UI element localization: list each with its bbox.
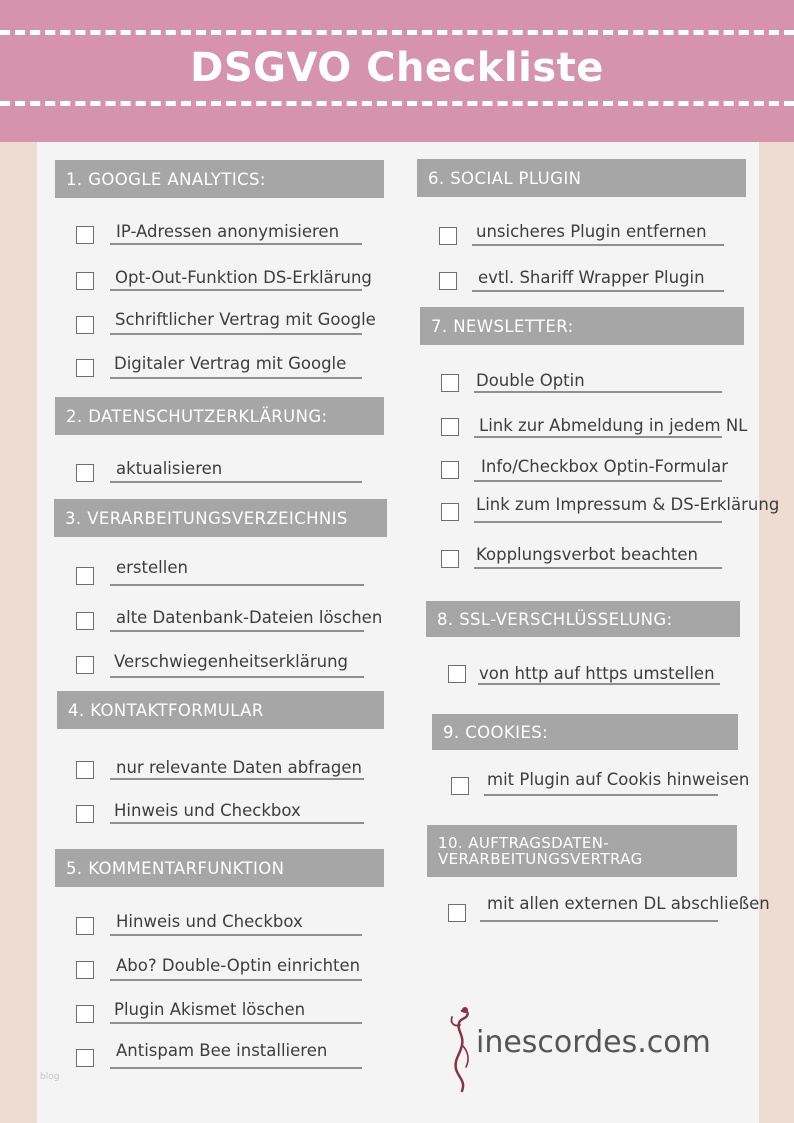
checkbox-coupling-ban[interactable] (441, 550, 459, 568)
checkbox-double-optin-abo[interactable] (76, 961, 94, 979)
item-underline (478, 683, 720, 685)
checkbox-double-optin[interactable] (441, 374, 459, 392)
checkbox-ip-anonymize[interactable] (76, 226, 94, 244)
checkbox-remove-plugin[interactable] (439, 227, 457, 245)
section-header-dpa-line1: 10. AUFTRAGSDATEN- (438, 834, 610, 852)
item-external-providers: mit allen externen DL abschließen (487, 894, 770, 913)
checkbox-written-contract[interactable] (76, 316, 94, 334)
item-double-optin: Double Optin (476, 371, 585, 390)
item-delete-akismet: Plugin Akismet löschen (114, 1000, 306, 1019)
section-header-newsletter: 7. NEWSLETTER: (420, 307, 744, 345)
item-written-contract: Schriftlicher Vertrag mit Google (115, 310, 376, 329)
checkbox-relevant-data[interactable] (76, 761, 94, 779)
item-imprint-link: Link zum Impressum & DS-Erklärung (476, 495, 780, 514)
checkbox-digital-contract[interactable] (76, 359, 94, 377)
checkbox-comment-notice[interactable] (76, 917, 94, 935)
section-header-processing-register: 3. VERARBEITUNGSVERZEICHNIS (54, 499, 387, 537)
section-header-social-plugin: 6. SOCIAL PLUGIN (417, 159, 746, 197)
item-underline (110, 243, 362, 245)
item-underline (110, 1022, 362, 1024)
checkbox-cookie-plugin[interactable] (451, 777, 469, 795)
item-underline (484, 794, 718, 796)
section-header-ssl: 8. SSL-VERSCHLÜSSELUNG: (426, 601, 740, 637)
checkbox-imprint-link[interactable] (441, 503, 459, 521)
item-digital-contract: Digitaler Vertrag mit Google (114, 354, 347, 373)
item-cookie-plugin: mit Plugin auf Cookis hinweisen (487, 770, 750, 789)
item-create-register: erstellen (116, 558, 188, 577)
item-underline (110, 1067, 362, 1069)
item-unsubscribe-link: Link zur Abmeldung in jedem NL (479, 416, 748, 435)
checkbox-contact-notice[interactable] (76, 805, 94, 823)
brand-logo (440, 1005, 720, 1095)
item-antispam-bee: Antispam Bee installieren (116, 1041, 328, 1060)
item-double-optin-abo: Abo? Double-Optin einrichten (116, 956, 361, 975)
checkbox-opt-out[interactable] (76, 272, 94, 290)
checkbox-shariff[interactable] (439, 272, 457, 290)
item-ip-anonymize: IP-Adressen anonymisieren (116, 222, 340, 241)
item-underline (110, 289, 362, 291)
page-title: DSGVO Checkliste (190, 45, 604, 91)
item-delete-db-files: alte Datenbank-Dateien löschen (116, 608, 383, 627)
title-banner (0, 0, 794, 142)
section-header-google-analytics: 1. GOOGLE ANALYTICS: (55, 160, 384, 198)
watermark: blog (40, 1072, 60, 1082)
checkbox-create-register[interactable] (76, 567, 94, 585)
logo-text: inescordes.com (476, 1025, 711, 1060)
item-underline (110, 481, 362, 483)
item-underline (110, 979, 362, 981)
item-https: von http auf https umstellen (479, 664, 715, 683)
item-underline (110, 584, 364, 586)
item-coupling-ban: Kopplungsverbot beachten (476, 545, 698, 564)
dancer-silhouette-icon (440, 1005, 480, 1095)
checkbox-delete-akismet[interactable] (76, 1005, 94, 1023)
section-header-dpa-line2: VERARBEITUNGSVERTRAG (438, 850, 643, 868)
item-underline (474, 567, 722, 569)
item-confidentiality: Verschwiegenheitserklärung (114, 652, 348, 671)
item-optin-form: Info/Checkbox Optin-Formular (481, 457, 729, 476)
item-underline (110, 676, 364, 678)
item-shariff: evtl. Shariff Wrapper Plugin (478, 268, 705, 287)
item-update-policy: aktualisieren (116, 459, 223, 478)
checkbox-delete-db-files[interactable] (76, 612, 94, 630)
item-comment-notice: Hinweis und Checkbox (116, 912, 303, 931)
checkbox-update-policy[interactable] (76, 464, 94, 482)
item-underline (110, 377, 362, 379)
checkbox-confidentiality[interactable] (76, 656, 94, 674)
item-underline (474, 391, 722, 393)
item-contact-notice: Hinweis und Checkbox (114, 801, 301, 820)
section-header-dpa (427, 825, 737, 877)
item-underline (110, 822, 364, 824)
item-opt-out: Opt-Out-Funktion DS-Erklärung (115, 268, 372, 287)
section-header-contact-form: 4. KONTAKTFORMULAR (57, 691, 384, 729)
item-relevant-data: nur relevante Daten abfragen (116, 758, 362, 777)
item-underline (110, 778, 364, 780)
item-remove-plugin: unsicheres Plugin entfernen (476, 222, 707, 241)
item-underline (474, 480, 722, 482)
checkbox-optin-form[interactable] (441, 461, 459, 479)
banner-dotted-line-top (0, 30, 794, 35)
section-header-comment-function: 5. KOMMENTARFUNKTION (55, 849, 384, 887)
checkbox-https[interactable] (448, 665, 466, 683)
section-header-cookies: 9. COOKIES: (432, 714, 738, 750)
item-underline (472, 290, 724, 292)
item-underline (110, 934, 362, 936)
section-header-privacy-policy: 2. DATENSCHUTZERKLÄRUNG: (55, 397, 384, 435)
item-underline (474, 521, 722, 523)
checkbox-antispam-bee[interactable] (76, 1049, 94, 1067)
item-underline (110, 333, 362, 335)
item-underline (472, 244, 724, 246)
checkbox-external-providers[interactable] (448, 904, 466, 922)
item-underline (474, 436, 722, 438)
item-underline (480, 920, 718, 922)
banner-dotted-line-bottom (0, 101, 794, 106)
item-underline (110, 630, 364, 632)
checkbox-unsubscribe-link[interactable] (441, 418, 459, 436)
